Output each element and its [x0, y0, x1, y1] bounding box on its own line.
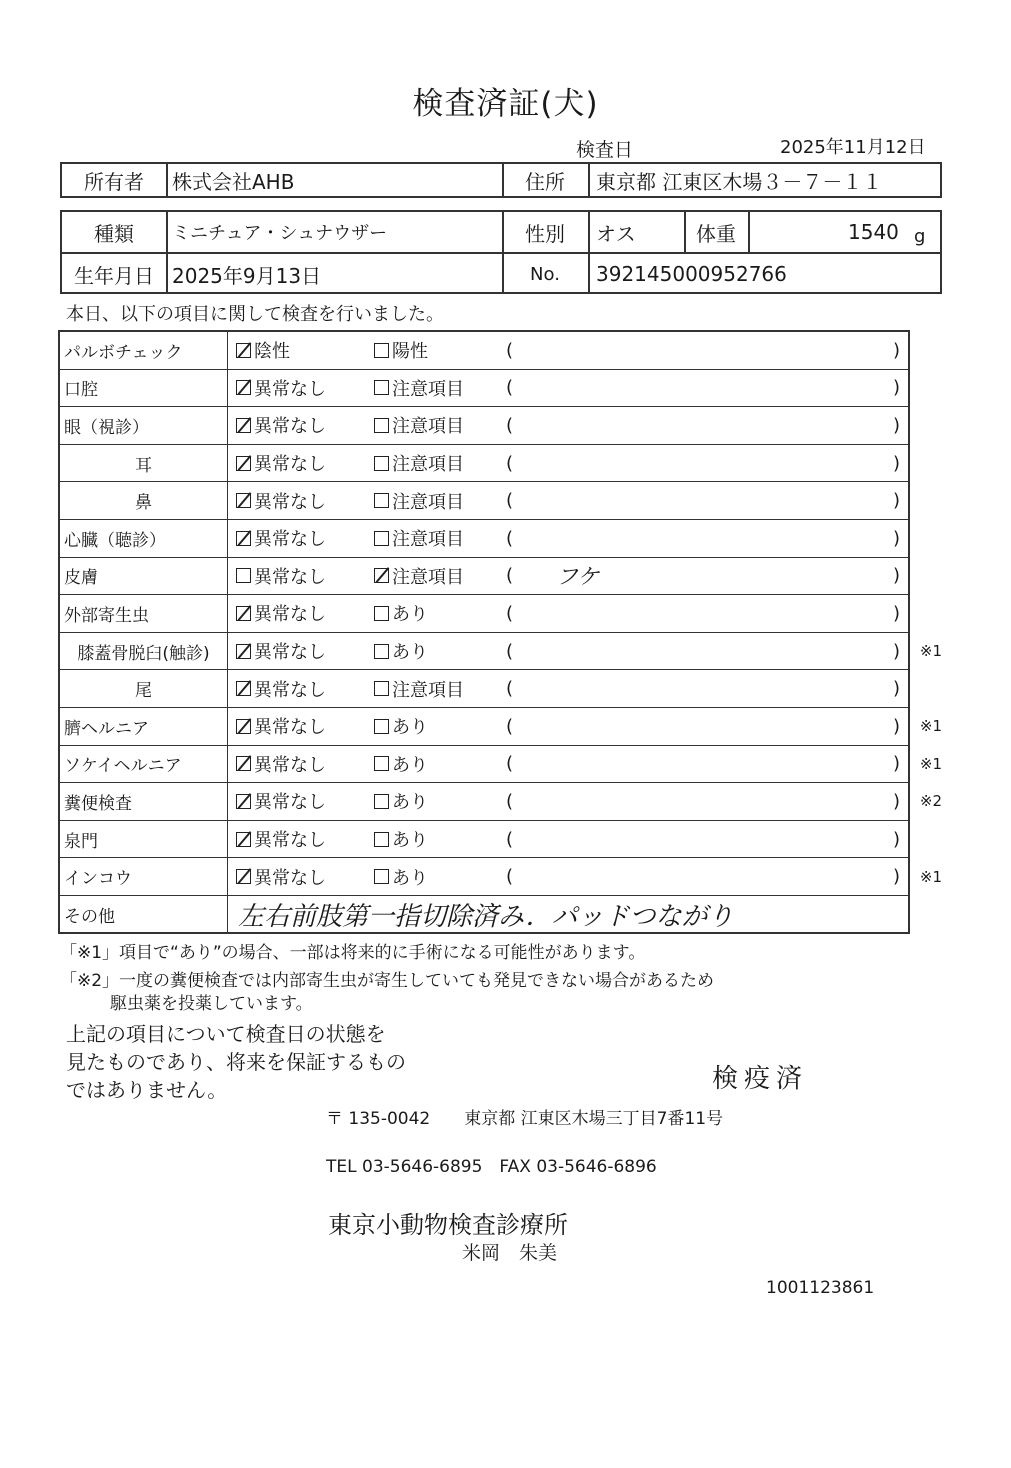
inspection-date-value: 2025年11月12日 [780, 137, 926, 158]
option-2[interactable] [374, 558, 464, 595]
option-2[interactable] [374, 332, 428, 369]
dob-label: 生年月日 [74, 263, 154, 288]
table-row [60, 558, 908, 596]
option-label: 異常なし [254, 830, 326, 852]
type-label: 種類 [94, 221, 134, 246]
checkbox-empty-icon[interactable] [374, 493, 389, 508]
paren-open: ( [506, 602, 514, 624]
footnote-2: 「※2」一度の糞便検査では内部寄生虫が寄生していても発見できない場合があるため [60, 971, 715, 991]
clinic-name: 東京小動物検査診療所 [328, 1211, 568, 1239]
option-2[interactable] [374, 783, 428, 820]
paren-open: ( [506, 828, 514, 850]
weight-label: 体重 [696, 221, 736, 246]
intro-text: 本日、以下の項目に関して検査を行いました。 [66, 304, 444, 325]
table-row [60, 821, 908, 859]
checkbox-checked-icon[interactable] [374, 568, 389, 583]
option-label: 異常なし [254, 604, 326, 626]
footnote-1: 「※1」項目で“あり”の場合、一部は将来的に手術になる可能性があります。 [60, 943, 646, 963]
paren-open: ( [506, 527, 514, 549]
option-2[interactable] [374, 746, 428, 783]
option-label: 陽性 [392, 341, 428, 363]
paren-close: ) [892, 640, 900, 662]
paren-close: ) [892, 377, 900, 399]
item-label: 耳 [60, 445, 228, 482]
checkbox-checked-icon[interactable] [236, 794, 251, 809]
paren-open: ( [506, 790, 514, 812]
other-label: その他 [60, 896, 228, 932]
item-label: 眼（視診） [60, 407, 228, 444]
paren-open: ( [506, 414, 514, 436]
option-2[interactable] [374, 445, 464, 482]
paren-close: ) [892, 790, 900, 812]
paren-close: ) [892, 414, 900, 436]
item-label: 糞便検査 [60, 783, 228, 820]
option-2[interactable] [374, 407, 464, 444]
item-label: 外部寄生虫 [60, 595, 228, 632]
paren-open: ( [506, 339, 514, 361]
table-row [60, 633, 942, 671]
option-label: あり [392, 867, 428, 889]
option-1[interactable] [236, 520, 326, 557]
option-label: あり [392, 717, 428, 739]
item-label: インコウ [60, 858, 228, 895]
clinic-address: 〒 135-0042 東京都 江東区木場三丁目7番11号 [326, 1109, 724, 1129]
no-label: No. [530, 263, 560, 285]
checkbox-empty-icon[interactable] [374, 869, 389, 884]
paren-close: ) [892, 678, 900, 700]
inspection-grid [58, 330, 942, 934]
checkbox-empty-icon[interactable] [374, 644, 389, 659]
option-label: 異常なし [254, 642, 326, 664]
checkbox-empty-icon[interactable] [374, 418, 389, 433]
option-label: 異常なし [254, 717, 326, 739]
item-label: 鼻 [60, 482, 228, 519]
item-label: パルボチェック [60, 332, 228, 369]
item-label: 皮膚 [60, 558, 228, 595]
footnote-marker: ※1 [919, 867, 942, 886]
option-2[interactable] [374, 670, 464, 707]
item-label: 臍ヘルニア [60, 708, 228, 745]
option-label: 注意項目 [392, 416, 464, 438]
table-row [60, 783, 942, 821]
checkbox-empty-icon[interactable] [374, 719, 389, 734]
option-label: 注意項目 [392, 566, 464, 588]
option-2[interactable] [374, 821, 428, 858]
paren-close: ) [892, 753, 900, 775]
option-1[interactable] [236, 558, 326, 595]
footnote-marker: ※2 [919, 792, 942, 811]
checkbox-checked-icon[interactable] [236, 531, 251, 546]
option-label: あり [392, 792, 428, 814]
checkbox-checked-icon[interactable] [236, 343, 251, 358]
checkbox-empty-icon[interactable] [374, 343, 389, 358]
option-label: 異常なし [254, 792, 326, 814]
inspection-date-label: 検査日 [576, 139, 634, 161]
item-label: 口腔 [60, 370, 228, 407]
paren-close: ) [892, 339, 900, 361]
serial-number: 1001123861 [766, 1278, 875, 1298]
option-label: あり [392, 604, 428, 626]
table-row [60, 858, 942, 896]
option-label: 注意項目 [392, 529, 464, 551]
paren-open: ( [506, 866, 514, 888]
checkbox-checked-icon[interactable] [236, 681, 251, 696]
option-2[interactable] [374, 708, 428, 745]
footnote-2-cont: 駆虫薬を投薬しています。 [110, 994, 313, 1014]
disclaimer: 上記の項目について検査日の状態を 見たものであり、将来を保証するもの ではありません。 [66, 1022, 406, 1102]
checkbox-checked-icon[interactable] [236, 832, 251, 847]
option-1[interactable] [236, 482, 326, 519]
table-row [60, 708, 942, 746]
option-label: あり [392, 642, 428, 664]
item-label: ソケイヘルニア [60, 746, 228, 783]
checkbox-empty-icon[interactable] [374, 531, 389, 546]
veterinarian-name: 米岡 朱美 [462, 1242, 558, 1264]
paren-close: ) [892, 828, 900, 850]
paren-close: ) [892, 565, 900, 587]
table-row [60, 332, 908, 370]
address-value: 東京都 江東区木場３－７－１１ [596, 169, 883, 194]
option-1[interactable] [236, 746, 326, 783]
option-label: 異常なし [254, 378, 326, 400]
paren-open: ( [506, 678, 514, 700]
quarantine-stamp: 検疫済 [712, 1064, 809, 1094]
option-2[interactable] [374, 633, 428, 670]
owner-value: 株式会社AHB [172, 169, 295, 194]
item-label: 膝蓋骨脱臼(触診) [60, 633, 228, 670]
checkbox-empty-icon[interactable] [374, 380, 389, 395]
item-label: 心臓（聴診） [60, 520, 228, 557]
checkbox-empty-icon[interactable] [236, 568, 251, 583]
page-title: 検査済証(犬) [412, 86, 599, 122]
weight-value: 1540 [848, 220, 899, 244]
option-label: 注意項目 [392, 679, 464, 701]
checkbox-empty-icon[interactable] [374, 832, 389, 847]
paren-close: ) [892, 527, 900, 549]
address-label: 住所 [525, 169, 565, 194]
paren-close: ) [892, 602, 900, 624]
footnote-marker: ※1 [919, 754, 942, 773]
option-1[interactable] [236, 821, 326, 858]
checkbox-checked-icon[interactable] [236, 456, 251, 471]
table-row [60, 746, 942, 784]
checkbox-checked-icon[interactable] [236, 756, 251, 771]
option-label: 注意項目 [392, 454, 464, 476]
checkbox-checked-icon[interactable] [236, 606, 251, 621]
footnote-marker: ※1 [919, 642, 942, 661]
paren-close: ) [892, 490, 900, 512]
option-1[interactable] [236, 370, 326, 407]
option-1[interactable] [236, 332, 290, 369]
footnote-marker: ※1 [919, 717, 942, 736]
paren-close: ) [892, 452, 900, 474]
option-1[interactable] [236, 783, 326, 820]
option-2[interactable] [374, 370, 464, 407]
table-row [60, 407, 908, 445]
checkbox-checked-icon[interactable] [236, 380, 251, 395]
option-label: あり [392, 754, 428, 776]
table-row [60, 370, 908, 408]
option-2[interactable] [374, 482, 464, 519]
option-1[interactable] [236, 708, 326, 745]
table-row [60, 670, 908, 708]
option-label: 異常なし [254, 416, 326, 438]
checkbox-empty-icon[interactable] [374, 681, 389, 696]
type-value: ミニチュア・シュナウザー [172, 223, 388, 244]
option-label: 異常なし [254, 679, 326, 701]
checkbox-empty-icon[interactable] [374, 456, 389, 471]
clinic-tel-fax: TEL 03-5646-6895 FAX 03-5646-6896 [326, 1157, 657, 1177]
option-2[interactable] [374, 858, 428, 895]
checkbox-empty-icon[interactable] [374, 794, 389, 809]
option-1[interactable] [236, 633, 326, 670]
animal-table [60, 210, 942, 294]
paren-open: ( [506, 753, 514, 775]
table-row [60, 445, 908, 483]
weight-unit: g [914, 225, 926, 247]
checkbox-checked-icon[interactable] [236, 418, 251, 433]
option-1[interactable] [236, 595, 326, 632]
option-label: 注意項目 [392, 491, 464, 513]
owner-label: 所有者 [84, 169, 144, 194]
option-2[interactable] [374, 520, 464, 557]
option-1[interactable] [236, 407, 326, 444]
no-value: 392145000952766 [596, 262, 787, 286]
option-label: 異常なし [254, 491, 326, 513]
table-row [60, 520, 908, 558]
checkbox-checked-icon[interactable] [236, 644, 251, 659]
option-1[interactable] [236, 445, 326, 482]
option-label: 注意項目 [392, 378, 464, 400]
option-label: あり [392, 830, 428, 852]
item-label: 尾 [60, 670, 228, 707]
option-label: 異常なし [254, 867, 326, 889]
sex-label: 性別 [525, 221, 565, 246]
checkbox-empty-icon[interactable] [374, 756, 389, 771]
table-row [60, 595, 908, 633]
option-label: 異常なし [254, 754, 326, 776]
option-1[interactable] [236, 858, 326, 895]
option-label: 異常なし [254, 529, 326, 551]
checkbox-checked-icon[interactable] [236, 719, 251, 734]
paren-open: ( [506, 565, 514, 587]
paren-open: ( [506, 640, 514, 662]
paren-open: ( [506, 377, 514, 399]
paren-close: ) [892, 866, 900, 888]
option-label: 陰性 [254, 341, 290, 363]
table-row [60, 482, 908, 520]
option-label: 異常なし [254, 566, 326, 588]
option-1[interactable] [236, 670, 326, 707]
paren-open: ( [506, 452, 514, 474]
item-label: 泉門 [60, 821, 228, 858]
checkbox-checked-icon[interactable] [236, 869, 251, 884]
option-label: 異常なし [254, 454, 326, 476]
sex-value: オス [596, 221, 636, 246]
paren-open: ( [506, 715, 514, 737]
other-row [60, 896, 908, 932]
checkbox-empty-icon[interactable] [374, 606, 389, 621]
remark-text: フケ [556, 565, 600, 591]
paren-close: ) [892, 715, 900, 737]
checkbox-checked-icon[interactable] [236, 493, 251, 508]
option-2[interactable] [374, 595, 428, 632]
paren-open: ( [506, 490, 514, 512]
owner-table [60, 162, 942, 198]
dob-value: 2025年9月13日 [172, 263, 322, 288]
other-value: 左右前肢第一指切除済み．パッドつながり [238, 901, 734, 932]
